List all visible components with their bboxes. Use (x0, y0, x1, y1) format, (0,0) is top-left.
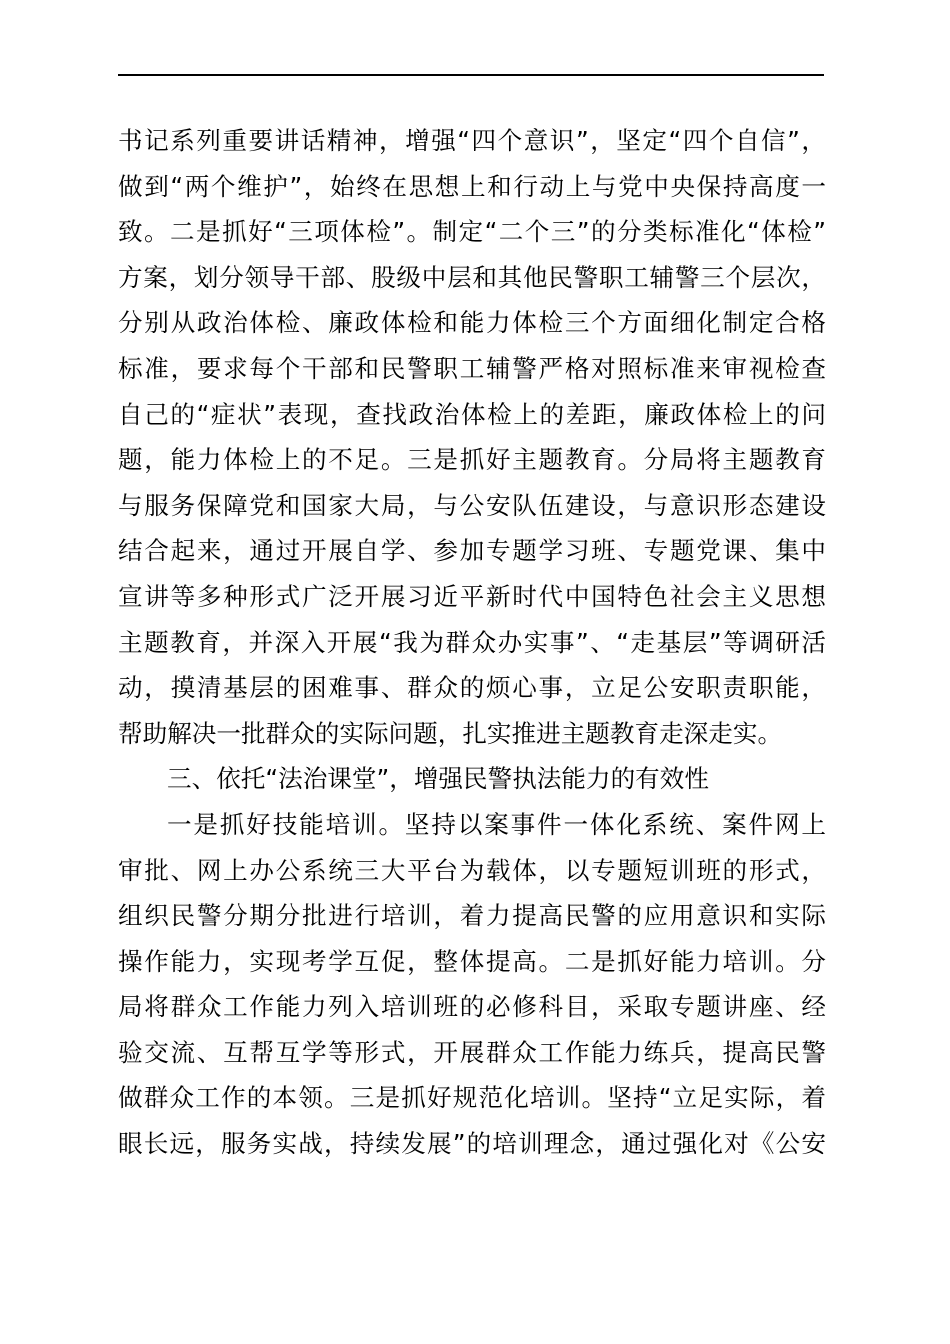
text-line: 结合起来，通过开展自学、参加专题学习班、专题党课、集中 (118, 536, 826, 566)
text-line: 局将群众工作能力列入培训班的必修科目，采取专题讲座、经 (118, 992, 826, 1022)
text-line: 书记系列重要讲话精神，增强“四个意识”，坚定“四个自信”， (118, 126, 826, 155)
text-line: 致。二是抓好“三项体检”。制定“二个三”的分类标准化“体检” (118, 217, 826, 247)
text-line: 验交流、互帮互学等形式，开展群众工作能力练兵，提高民警 (118, 1037, 826, 1067)
header-rule (118, 74, 824, 76)
text-line: 动，摸清基层的困难事、群众的烦心事，立足公安职责职能， (118, 673, 826, 703)
section-heading: 三、依托“法治课堂”，增强民警执法能力的有效性 (167, 764, 709, 794)
document-body (118, 118, 826, 1167)
text-line: 宣讲等多种形式广泛开展习近平新时代中国特色社会主义思想 (118, 581, 826, 611)
text-line: 一是抓好技能培训。坚持以案事件一体化系统、案件网上 (167, 809, 826, 839)
text-line: 审批、网上办公系统三大平台为载体，以专题短训班的形式， (118, 855, 826, 885)
text-line: 自己的“症状”表现，查找政治体检上的差距，廉政体检上的问 (118, 399, 826, 429)
text-line: 组织民警分期分批进行培训，着力提高民警的应用意识和实际 (118, 901, 826, 931)
text-line: 与服务保障党和国家大局，与公安队伍建设，与意识形态建设 (118, 490, 826, 520)
text-line: 操作能力，实现考学互促，整体提高。二是抓好能力培训。分 (118, 946, 826, 976)
text-line: 做到“两个维护”，始终在思想上和行动上与党中央保持高度一 (118, 171, 826, 201)
text-line: 题，能力体检上的不足。三是抓好主题教育。分局将主题教育 (118, 445, 826, 475)
text-line: 主题教育，并深入开展“我为群众办实事”、“走基层”等调研活 (118, 627, 826, 657)
text-line: 做群众工作的本领。三是抓好规范化培训。坚持“立足实际，着 (118, 1083, 826, 1113)
text-line: 标准，要求每个干部和民警职工辅警严格对照标准来审视检查 (118, 353, 826, 383)
text-line: 分别从政治体检、廉政体检和能力体检三个方面细化制定合格 (118, 308, 826, 338)
text-line: 帮助解决一批群众的实际问题，扎实推进主题教育走深走实。 (118, 718, 783, 748)
text-line: 眼长远，服务实战，持续发展”的培训理念，通过强化对《公安 (118, 1129, 826, 1159)
text-line: 方案，划分领导干部、股级中层和其他民警职工辅警三个层次， (118, 262, 826, 292)
